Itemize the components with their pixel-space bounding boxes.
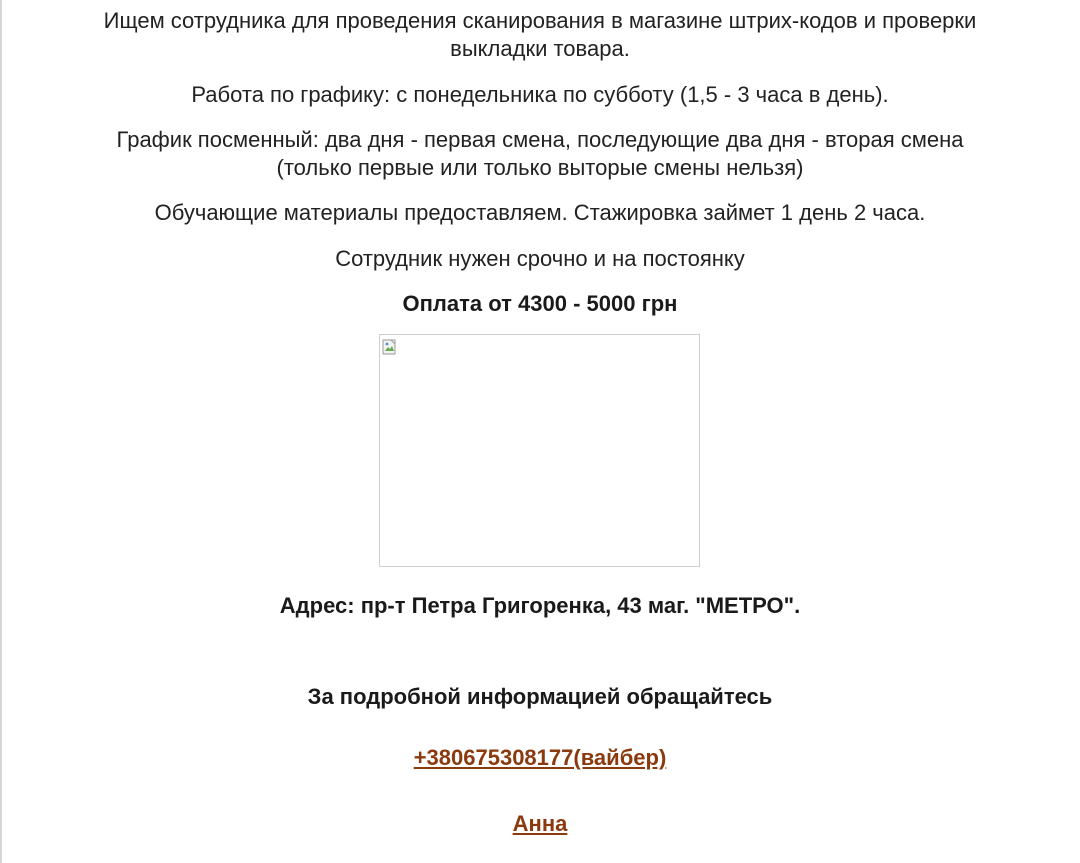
- address-text: Адрес: пр-т Петра Григоренка, 43 маг. "МЕТРО".: [279, 593, 801, 618]
- contact-name-row: [0, 810, 1080, 838]
- schedule-text: Работа по графику: с понедельника по субботу (1,5 - 3 часа в день).: [191, 82, 889, 107]
- phone-row: [0, 744, 1080, 772]
- contact-name-link[interactable]: Анна: [512, 811, 568, 836]
- urgent-text: Сотрудник нужен срочно и на постоянку: [335, 246, 745, 271]
- phone-link[interactable]: +380675308177(вайбер): [413, 745, 667, 770]
- description-line-2: выкладки товара.: [450, 36, 630, 61]
- job-image: [379, 334, 700, 567]
- description-line-1: Ищем сотрудника для проведения сканирования в магазине штрих-кодов и проверки: [103, 8, 977, 33]
- shift-text-line-1: График посменный: два дня - первая смена, последующие два дня - вторая смена: [116, 127, 964, 152]
- contact-prompt: За подробной информацией обращайтесь: [307, 684, 773, 709]
- shift-text-line-2: (только первые или только выторые смены нельзя): [276, 155, 804, 180]
- broken-image-icon: [382, 339, 398, 355]
- payment-text: Оплата от 4300 - 5000 грн: [402, 291, 678, 316]
- training-text: Обучающие материалы предоставляем. Стажировка займет 1 день 2 часа.: [154, 200, 926, 225]
